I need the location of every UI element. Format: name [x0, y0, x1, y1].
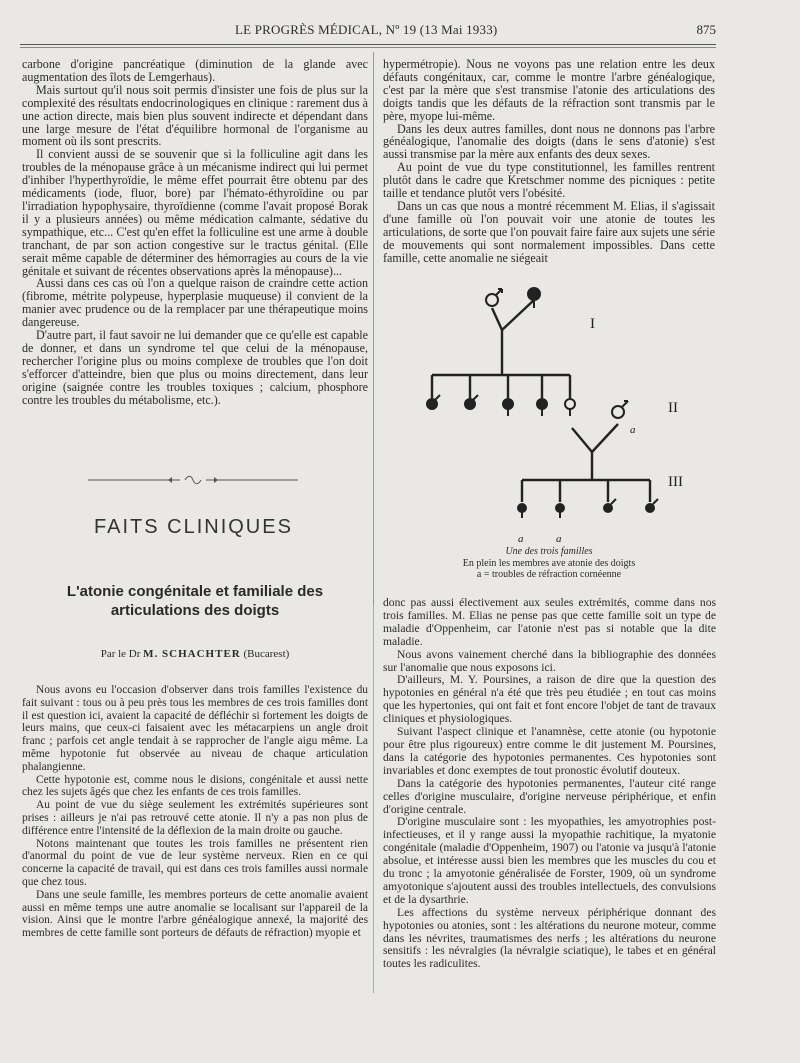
paragraph: Notons maintenant que toutes les trois familles ne présentent rien d'anormal du point de vue de leur système nerveux. Rien en ce qui concerne la capacité de travail, qui est dans ces trois familles aussi normale que chez tous.	[22, 837, 368, 888]
marker-label: a	[630, 424, 636, 436]
paragraph: Dans une seule famille, les membres porteurs de cette anomalie avaient aussi en même temps une autre anomalie se localisant sur l'appareil de la vision. Ainsi que le montre l'arbre généalogique annexé, la majorité des membres de cette famille sont porteurs de défauts de réfraction) myopie et	[22, 888, 368, 940]
header-rule	[20, 44, 716, 45]
generation-label: III	[668, 474, 683, 490]
left-column-top	[22, 58, 368, 406]
marker-label: a	[556, 533, 562, 545]
byline	[22, 648, 368, 660]
generation-label: II	[668, 400, 678, 416]
right-column-top	[383, 58, 715, 265]
section-ornament	[88, 473, 298, 487]
paragraph: Au point de vue du type constitutionnel, les familles rentrent plutôt dans le cadre que Kretschmer nomme des picniques : petite taille et tendance plutôt vers l'obésité.	[383, 160, 715, 201]
paragraph: Dans les deux autres familles, dont nous ne donnons pas l'arbre généalogique, l'anomalie des doigts (dans le sens d'atonie) s'est aussi transmise par la mère aux enfants des deux sexes.	[383, 121, 715, 162]
paragraph: Mais surtout qu'il nous soit permis d'insister une fois de plus sur la complexité des résultats endocrinologiques en clinique : rarement dus à une action directe, mais bien plus souvent indirecte et dépendant dans une large mesure de l'état d'équilibre hormonal de l'organisme au moment où ils sont prescrits.	[22, 82, 368, 149]
byline-prefix: Par le Dr	[100, 648, 141, 660]
page-number: 875	[696, 22, 716, 37]
paragraph: Nous avons vainement cherché dans la bibliographie des données sur l'anomalie que nous exposons ici.	[383, 647, 716, 674]
paragraph: donc pas aussi électivement aux seules extrémités, comme dans nos trois familles. M. Elias ne pense pas que cette famille soit un type de maladie d'Oppenheim, car l'atonie n'est pas si notable que la dite maladie.	[383, 596, 716, 648]
column-separator-lower	[373, 605, 374, 993]
paragraph: Dans un cas que nous a montré récemment M. Elias, il s'agissait d'une famille où l'on pouvait voir une atonie de toutes les articulations, de sorte que l'on pouvait faire faire aux sujets une série de mouvements qui sont normalement impossibles. Dans cette famille, cette anomalie ne siégeait	[383, 198, 715, 265]
marker-label: a	[518, 533, 524, 545]
paragraph: Suivant l'aspect clinique et l'anamnèse, cette atonie (ou hypotonie pour être plus rigoureux) entre comme le dit justement M. Poursines, dans la catégorie des hypotonies permanentes. Ces hypotonies sont invariables et donc exemptes de tout pronostic évolutif douteux.	[383, 725, 716, 777]
paragraph: carbone d'origine pancréatique (diminution de la glande avec augmentation des îlots de Lemgerhaus).	[22, 57, 368, 84]
generation-label: I	[590, 316, 595, 332]
article-title: L'atonie congénitale et familiale des articulations des doigts	[66, 583, 324, 619]
paragraph: Il convient aussi de se souvenir que si la folliculine agit dans les troubles de la ménopause grâce à un mécanisme indirect qui lui permet d'inhiber l'hyperthyroïdie, le même effet pourrait être obtenu par des médicaments (iode, fluor, bore) par l'hémato-éthyroïdine ou par l'irradiation hypophysaire, thyroïdienne (comme l'avait proposé Borak il y a plusieurs années) ou même médication calmante, sédative du sympathique, etc... C'est qu'en effet la folliculine est une arme à double tranchant, de par son action congestive sur le tractus génital. (Elle serait même capable de déterminer des hémorragies au cours de la vie génitale et suivant de récentes observations après la ménopause)...	[22, 147, 368, 278]
paragraph: Les affections du système nerveux périphérique donnant des hypotonies ou atonies, sont : les altérations du neurone moteur, comme dans les névrites, traumatismes des nerfs ; les altérations du neurone sensitifs : les névralgies (la névralgie sciatique), le tabes et en général toutes les radiculites.	[383, 905, 716, 971]
paragraph: Au point de vue du siège seulement les extrémités supérieures sont prises : ailleurs je n'ai pas retrouvé cette atonie. Il n'y a pas non plus de différence entre l'intensité de la déflexion de la main droite ou gauche.	[22, 799, 368, 837]
author-name: M. SCHACHTER	[143, 648, 241, 660]
paragraph: D'origine musculaire sont : les myopathies, les amyotrophies post-infectieuses, et il y range aussi la myopathie rachitique, la myatonie congénitale (maladie d'Oppenheim, 1907) ou l'atonie va jusqu'à l'atonie absolue, et intéresse aussi bien les membres que les muscles du cou et du tronc ; la amyotonie généralisée de Forster, 1909, où un syndrome amyotonique s'ajoutent aussi des troubles intellectuels, des convulsions et de la dysarthrie.	[383, 815, 716, 906]
figure-caption	[383, 546, 715, 581]
paragraph: D'ailleurs, M. Y. Poursines, a raison de dire que la question des hypotonies en général n'a été que très peu étudiée ; en tout cas moins que les hypertonies, qui ont fait et font encore l'objet de tant de travaux cliniques et physiologiques.	[383, 673, 716, 726]
section-title: FAITS CLINIQUES	[94, 516, 293, 538]
paragraph: Aussi dans ces cas où l'on a quelque raison de craindre cette action (fibrome, métrite polypeuse, hyperplasie muqueuse) il convient de la manier avec prudence ou de la remplacer par une thérapeutique moins dangereuse.	[22, 276, 368, 330]
pedigree-diagram	[410, 280, 690, 550]
column-separator	[373, 52, 374, 622]
right-column-bottom	[383, 597, 716, 971]
paragraph: Nous avons eu l'occasion d'observer dans trois familles l'existence du fait suivant : tous ou à peu près tous les membres de ces trois familles dont il est question ici, avaient la capacité de défléchir si fortement les doigts de leurs mains, que ceux-ci faisaient avec les métacarpiens un angle droit franc ; parfois cet angle tendait à se rapprocher de l'angle aigu même. La même hypotonie fut observée au niveau de chaque articulation phalangienne.	[22, 684, 368, 773]
paragraph: D'autre part, il faut savoir ne lui demander que ce qu'elle est capable de donner, et dans un syndrome tel que celui de la ménopause, rechercher l'origine plus ou moins complexe de troubles que l'on doit s'efforcer d'atteindre, bien que plus ou moins directement, dans leur origine (saignée contre les troubles toxiques ; calcium, phosphore contre les troubles du métabolisme, etc.).	[22, 328, 368, 407]
caption-title: Une des trois familles	[505, 546, 593, 557]
left-column-bottom	[22, 684, 368, 940]
caption-line: a = troubles de réfraction cornéenne	[476, 569, 622, 580]
running-title: LE PROGRÈS MÉDICAL, Nº 19 (13 Mai 1933)	[235, 22, 498, 37]
caption-line: En plein les membres ave atonie des doigts	[462, 557, 636, 569]
paragraph: Dans la catégorie des hypotonies permanentes, l'auteur cité range celles d'origine musculaire, d'origine nerveuse périphérique, et enfin d'origine centrale.	[383, 776, 716, 816]
author-location: (Bucarest)	[243, 648, 290, 660]
header-rule-secondary	[20, 47, 716, 48]
paragraph: Cette hypotonie est, comme nous le disions, congénitale et aussi nette chez les sujets âgés que chez les enfants de ces trois familles.	[22, 773, 368, 799]
paragraph: hypermétropie). Nous ne voyons pas une relation entre les deux défauts congénitaux, car, comme le montre l'arbre généalogique, c'est par la mère que s'est transmise l'atonie des articulations des doigts tandis que les défauts de la réfraction sont transmis par le père, myope lui-même.	[383, 57, 715, 123]
